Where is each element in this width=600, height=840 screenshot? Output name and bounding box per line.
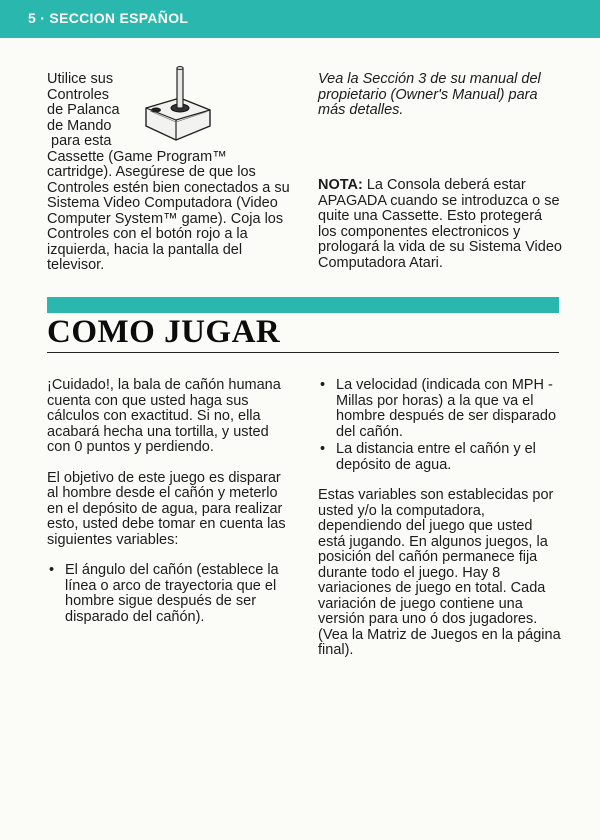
intro-line: Controles (47, 86, 110, 103)
variables-list-right (318, 378, 563, 473)
section-divider (47, 352, 559, 353)
list-item (318, 378, 563, 440)
intro-line: para esta (47, 133, 112, 149)
section-header-label: 5 · SECCION ESPAÑOL (28, 10, 189, 26)
section-band (47, 297, 559, 313)
paragraph-variables: Estas variables son establecidas por usted y/o la computadora, dependiendo del juego que usted está jugando. En algunos juegos, la posición del cañón permanece fija durante todo el juego. Hay 8 variaciones de juego en total. Cada variación de juego contiene una versión para uno ó dos jugadores. (Vea la Matriz de Juegos en la página final). (318, 487, 561, 658)
section-title: COMO JUGAR (47, 314, 281, 350)
nota-paragraph (318, 178, 563, 271)
intro-line: Utilice sus (47, 71, 114, 87)
bullet-icon: • (49, 562, 55, 578)
list-item-text: El ángulo del cañón (establece la línea o arco de trayectoria que el hombre sigue después de ser disparado del cañón). (65, 562, 279, 625)
list-item-text: La velocidad (indicada con MPH - Millas por horas) a la que va el hombre después de ser disparado del cañón. (336, 377, 557, 440)
intro-line: de Mando (47, 117, 112, 134)
body-left-column (47, 378, 292, 627)
list-item (47, 563, 292, 625)
list-item-text: La distancia entre el cañón y el depósito de agua. (336, 441, 536, 473)
manual-reference-note: Vea la Sección 3 de su manual del propietario (Owner's Manual) para más detalles. (318, 71, 541, 118)
joystick-icon (140, 62, 215, 148)
bullet-icon: • (320, 377, 326, 393)
body-right-column (318, 378, 563, 674)
paragraph-warning: ¡Cuidado!, la bala de cañón humana cuenta con que usted haga sus cálculos con exactitud. Si no, ella acabará hecha una tortilla, y usted con 0 puntos y perdiendo. (47, 377, 281, 455)
nota-text: La Consola deberá estar APAGADA cuando se introduzca o se quite una Cassette. Esto protegerá los componentes electronicos y prologará la vida de su Sistema Video Computadora Atari. (318, 177, 562, 271)
intro-line: de Palanca (47, 102, 120, 118)
paragraph-objective: El objetivo de este juego es disparar al hombre desde el cañón y meterlo en el depósito de agua, para realizar esto, usted debe tomar en cuenta las siguientes variables: (47, 469, 286, 548)
intro-paragraph: Cassette (Game Program™ cartridge). Asegúrese de que los Controles estén bien conectados a su Sistema Video Computadora (Video Computer System™ game). Coja los Controles con el botón rojo a la izquierda, hacia la pantalla del televisor. (47, 148, 290, 273)
intro-top-lines (47, 72, 147, 150)
variables-list-left (47, 563, 292, 625)
nota-label: NOTA: (318, 177, 363, 193)
list-item (318, 442, 563, 473)
bullet-icon: • (320, 441, 326, 457)
